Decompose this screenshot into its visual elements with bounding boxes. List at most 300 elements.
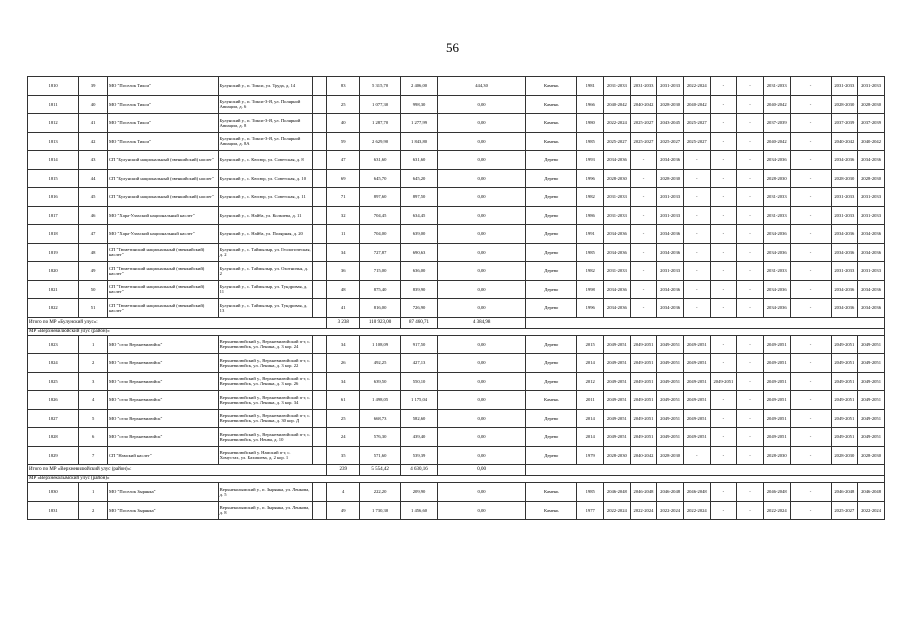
repair-period-cell: - bbox=[683, 299, 710, 318]
repair-period-cell: 2022-2024 bbox=[858, 501, 885, 520]
repair-period-cell: - bbox=[710, 280, 737, 299]
row-index: 45 bbox=[79, 188, 108, 207]
repair-period-cell: 2031-2033 bbox=[604, 188, 631, 207]
row-number: 1825 bbox=[28, 372, 79, 391]
build-year-cell: 1998 bbox=[577, 280, 604, 299]
repair-period-cell: 2034-2036 bbox=[763, 243, 790, 262]
total-area-cell: 704,00 bbox=[360, 225, 401, 244]
repair-period-cell: 2049-2051 bbox=[763, 372, 790, 391]
count-cell: 71 bbox=[327, 188, 360, 207]
wall-material-cell: Камень bbox=[526, 483, 577, 502]
table-row bbox=[28, 335, 885, 354]
repair-period-cell: 2028-2030 bbox=[604, 446, 631, 465]
total-area-cell: 668,73 bbox=[360, 409, 401, 428]
wall-material-cell: Дерево bbox=[526, 188, 577, 207]
repair-period-cell: - bbox=[790, 372, 831, 391]
repair-period-cell: 2049-2051 bbox=[831, 335, 858, 354]
total-area-cell: 2 629,90 bbox=[360, 132, 401, 151]
section-row bbox=[28, 328, 885, 335]
row-index: 43 bbox=[79, 151, 108, 170]
blank-cell bbox=[312, 132, 326, 151]
repair-period-cell: 2049-2051 bbox=[604, 372, 631, 391]
wall-material-cell: Камень bbox=[526, 95, 577, 114]
repair-period-cell: 2025-2027 bbox=[630, 114, 657, 133]
repair-period-cell: 2022-2024 bbox=[683, 501, 710, 520]
repair-period-cell: - bbox=[737, 151, 764, 170]
repair-period-cell: 2046-2048 bbox=[604, 483, 631, 502]
repair-period-cell: 2031-2033 bbox=[657, 206, 684, 225]
municipality-cell: МО "село Верхневилюйск" bbox=[107, 428, 218, 447]
repair-period-cell: - bbox=[790, 151, 831, 170]
repair-period-cell: 2034-2036 bbox=[831, 299, 858, 318]
repair-period-cell: 2022-2024 bbox=[683, 77, 710, 96]
count-cell: 34 bbox=[327, 335, 360, 354]
repair-period-cell: - bbox=[710, 501, 737, 520]
repair-period-cell: 2049-2051 bbox=[858, 354, 885, 373]
total-count: 3 238 bbox=[327, 317, 360, 328]
wall-material-cell: Камень bbox=[526, 501, 577, 520]
build-year-cell: 1981 bbox=[577, 77, 604, 96]
repair-period-cell: 2028-2030 bbox=[657, 95, 684, 114]
repair-period-cell: 2025-2027 bbox=[630, 132, 657, 151]
repair-period-cell: - bbox=[710, 391, 737, 410]
repair-period-cell: - bbox=[710, 132, 737, 151]
repair-period-cell: 2034-2036 bbox=[657, 151, 684, 170]
repair-period-cell: - bbox=[630, 225, 657, 244]
repair-period-cell: 2049-2051 bbox=[831, 409, 858, 428]
nonresidential-area-cell: 0,00 bbox=[437, 132, 525, 151]
wall-material-cell: Дерево bbox=[526, 428, 577, 447]
municipality-cell: МО "Хара-Улахский национальный наслег" bbox=[107, 225, 218, 244]
residential-area-cell: 1 456,60 bbox=[401, 501, 438, 520]
build-year-cell: 1991 bbox=[577, 225, 604, 244]
repair-period-cell: - bbox=[737, 169, 764, 188]
repair-period-cell: 2034-2036 bbox=[657, 225, 684, 244]
table-row bbox=[28, 354, 885, 373]
repair-period-cell: 2049-2051 bbox=[858, 409, 885, 428]
row-index: 47 bbox=[79, 225, 108, 244]
row-number: 1814 bbox=[28, 151, 79, 170]
nonresidential-area-sum: 4 384,98 bbox=[437, 317, 525, 328]
table-row bbox=[28, 501, 885, 520]
repair-period-cell: - bbox=[710, 409, 737, 428]
repair-period-cell: - bbox=[790, 95, 831, 114]
residential-area-cell: 897,50 bbox=[401, 188, 438, 207]
address-cell: Булунский у., с. Кюсюр, ул. Советская, д. 8 bbox=[218, 151, 312, 170]
table-row bbox=[28, 114, 885, 133]
repair-period-cell: - bbox=[710, 169, 737, 188]
table-row bbox=[28, 206, 885, 225]
count-cell: 41 bbox=[327, 299, 360, 318]
municipality-cell: МО "село Верхневилюйск" bbox=[107, 391, 218, 410]
repair-period-cell: 2040-2042 bbox=[763, 132, 790, 151]
repair-period-cell: - bbox=[790, 299, 831, 318]
row-index: 39 bbox=[79, 77, 108, 96]
build-year-cell: 2014 bbox=[577, 354, 604, 373]
row-number: 1828 bbox=[28, 428, 79, 447]
total-area-cell: 1 077,30 bbox=[360, 95, 401, 114]
total-area-cell: 639,50 bbox=[360, 372, 401, 391]
wall-material-cell: Камень bbox=[526, 391, 577, 410]
repair-period-cell: 2034-2036 bbox=[858, 299, 885, 318]
municipality-cell: МО "село Верхневилюйск" bbox=[107, 372, 218, 391]
build-year-cell: 1996 bbox=[577, 299, 604, 318]
blank-cell bbox=[312, 114, 326, 133]
repair-period-cell: - bbox=[710, 335, 737, 354]
repair-period-cell: 2049-2051 bbox=[683, 428, 710, 447]
count-cell: 40 bbox=[327, 114, 360, 133]
repair-period-cell: 2049-2051 bbox=[763, 335, 790, 354]
count-cell: 83 bbox=[327, 77, 360, 96]
row-index: 48 bbox=[79, 243, 108, 262]
municipality-cell: СП "Булунский национальный (эвенкийский) наслег" bbox=[107, 169, 218, 188]
repair-period-cell: 2022-2024 bbox=[604, 501, 631, 520]
count-cell: 49 bbox=[327, 501, 360, 520]
wall-material-cell: Дерево bbox=[526, 354, 577, 373]
build-year-cell: 1980 bbox=[577, 114, 604, 133]
blank-cell bbox=[312, 299, 326, 318]
repair-period-cell: 2049-2051 bbox=[657, 335, 684, 354]
residential-area-cell: 1 175,04 bbox=[401, 391, 438, 410]
housing-register-table bbox=[27, 76, 885, 520]
repair-period-cell: - bbox=[630, 151, 657, 170]
table-row bbox=[28, 483, 885, 502]
repair-period-cell: 2049-2051 bbox=[630, 428, 657, 447]
repair-period-cell: 2049-2051 bbox=[604, 354, 631, 373]
table-row bbox=[28, 132, 885, 151]
repair-period-cell: - bbox=[683, 280, 710, 299]
repair-period-cell: 2025-2027 bbox=[683, 132, 710, 151]
blank-cell bbox=[526, 317, 885, 328]
repair-period-cell: 2034-2036 bbox=[604, 280, 631, 299]
build-year-cell: 2011 bbox=[577, 391, 604, 410]
blank-cell bbox=[312, 483, 326, 502]
residential-area-cell: 582,60 bbox=[401, 409, 438, 428]
residential-area-sum: 87 460,71 bbox=[401, 317, 438, 328]
build-year-cell: 2012 bbox=[577, 372, 604, 391]
row-index: 2 bbox=[79, 354, 108, 373]
blank-cell bbox=[312, 77, 326, 96]
repair-period-cell: 2028-2030 bbox=[657, 446, 684, 465]
count-cell: 36 bbox=[327, 262, 360, 281]
wall-material-cell: Камень bbox=[526, 132, 577, 151]
repair-period-cell: 2049-2051 bbox=[831, 354, 858, 373]
blank-cell bbox=[312, 243, 326, 262]
repair-period-cell: 2031-2033 bbox=[858, 77, 885, 96]
total-area-cell: 631,60 bbox=[360, 151, 401, 170]
nonresidential-area-cell: 0,00 bbox=[437, 262, 525, 281]
repair-period-cell: - bbox=[790, 446, 831, 465]
build-year-cell: 1982 bbox=[577, 188, 604, 207]
repair-period-cell: 2031-2033 bbox=[604, 77, 631, 96]
repair-period-cell: 2049-2051 bbox=[630, 391, 657, 410]
address-cell: Верхневилюйский у. Намский п-г, с. Хомустах, ул. Бахишева, д. 2 кор. 1 bbox=[218, 446, 312, 465]
row-number: 1817 bbox=[28, 206, 79, 225]
table-row bbox=[28, 77, 885, 96]
repair-period-cell: - bbox=[737, 409, 764, 428]
address-cell: Верхневилюйский у., Верхневилюйский п-г, с. Верхневилюйск, ул. Ленина, д. 3 кор. 24 bbox=[218, 335, 312, 354]
repair-period-cell: 2037-2039 bbox=[858, 114, 885, 133]
repair-period-cell: - bbox=[737, 225, 764, 244]
build-year-cell: 1985 bbox=[577, 243, 604, 262]
table-row bbox=[28, 243, 885, 262]
residential-area-cell: 645,20 bbox=[401, 169, 438, 188]
repair-period-cell: 2022-2024 bbox=[604, 114, 631, 133]
table-row bbox=[28, 169, 885, 188]
municipality-cell: СП "Тюметинский национальный (эвенкийский) наслег" bbox=[107, 280, 218, 299]
repair-period-cell: - bbox=[683, 446, 710, 465]
row-number: 1822 bbox=[28, 299, 79, 318]
row-index: 1 bbox=[79, 483, 108, 502]
address-cell: Булунский у., с. Кюсюр, ул. Советская, д. 11 bbox=[218, 188, 312, 207]
total-area-cell: 5 315,70 bbox=[360, 77, 401, 96]
repair-period-cell: 2049-2051 bbox=[630, 335, 657, 354]
address-cell: Булунский у., с. Таймылыр, ул. Геологическая, д. 2 bbox=[218, 243, 312, 262]
row-number: 1824 bbox=[28, 354, 79, 373]
repair-period-cell: 2049-2051 bbox=[683, 372, 710, 391]
repair-period-cell: 2031-2033 bbox=[858, 262, 885, 281]
repair-period-cell: - bbox=[737, 280, 764, 299]
table-row bbox=[28, 428, 885, 447]
repair-period-cell: - bbox=[683, 243, 710, 262]
municipality-cell: СП "Намский наслег" bbox=[107, 446, 218, 465]
residential-area-cell: 726,90 bbox=[401, 299, 438, 318]
build-year-cell: 2014 bbox=[577, 409, 604, 428]
repair-period-cell: - bbox=[790, 483, 831, 502]
municipality-cell: СП "Тюметинский национальный (эвенкийский) наслег" bbox=[107, 262, 218, 281]
repair-period-cell: 2046-2048 bbox=[657, 483, 684, 502]
repair-period-cell: 2025-2027 bbox=[683, 114, 710, 133]
build-year-cell: 2015 bbox=[577, 335, 604, 354]
repair-period-cell: - bbox=[790, 501, 831, 520]
row-index: 49 bbox=[79, 262, 108, 281]
repair-period-cell: 2022-2024 bbox=[630, 501, 657, 520]
count-cell: 61 bbox=[327, 391, 360, 410]
municipality-cell: МО "село Верхневилюйск" bbox=[107, 409, 218, 428]
table-row bbox=[28, 409, 885, 428]
nonresidential-area-cell: 444,30 bbox=[437, 77, 525, 96]
residential-area-sum: 4 630,16 bbox=[401, 465, 438, 476]
repair-period-cell: 2040-2042 bbox=[604, 95, 631, 114]
repair-period-cell: 2034-2036 bbox=[858, 280, 885, 299]
build-year-cell: 2014 bbox=[577, 428, 604, 447]
total-area-cell: 875,40 bbox=[360, 280, 401, 299]
repair-period-cell: - bbox=[710, 483, 737, 502]
nonresidential-area-cell: 0,00 bbox=[437, 483, 525, 502]
repair-period-cell: 2046-2048 bbox=[763, 483, 790, 502]
repair-period-cell: 2031-2033 bbox=[858, 206, 885, 225]
repair-period-cell: 2034-2036 bbox=[858, 243, 885, 262]
repair-period-cell: - bbox=[737, 501, 764, 520]
wall-material-cell: Дерево bbox=[526, 169, 577, 188]
build-year-cell: 1982 bbox=[577, 262, 604, 281]
table-row bbox=[28, 299, 885, 318]
nonresidential-area-cell: 0,00 bbox=[437, 169, 525, 188]
repair-period-cell: - bbox=[790, 262, 831, 281]
repair-period-cell: - bbox=[790, 114, 831, 133]
repair-period-cell: - bbox=[737, 372, 764, 391]
repair-period-cell: 2022-2024 bbox=[763, 501, 790, 520]
count-cell: 34 bbox=[327, 372, 360, 391]
repair-period-cell: 2049-2051 bbox=[763, 391, 790, 410]
repair-period-cell: - bbox=[737, 114, 764, 133]
repair-period-cell: 2037-2039 bbox=[763, 114, 790, 133]
wall-material-cell: Дерево bbox=[526, 225, 577, 244]
build-year-cell: 1985 bbox=[577, 483, 604, 502]
repair-period-cell: - bbox=[737, 335, 764, 354]
repair-period-cell: - bbox=[737, 132, 764, 151]
repair-period-cell: - bbox=[790, 132, 831, 151]
residential-area-cell: 427,13 bbox=[401, 354, 438, 373]
address-cell: Верхневилюйский у., Верхневилюйский п-г, с. Верхневилюйск, ул. Ленина, д. 3 кор. 34 bbox=[218, 391, 312, 410]
blank-cell bbox=[312, 206, 326, 225]
repair-period-cell: - bbox=[710, 428, 737, 447]
residential-area-cell: 690,63 bbox=[401, 243, 438, 262]
repair-period-cell: - bbox=[737, 354, 764, 373]
nonresidential-area-cell: 0,00 bbox=[437, 409, 525, 428]
repair-period-cell: - bbox=[790, 354, 831, 373]
repair-period-cell: 2049-2051 bbox=[763, 354, 790, 373]
wall-material-cell: Дерево bbox=[526, 335, 577, 354]
municipality-cell: МО "Поселок Зырянка" bbox=[107, 483, 218, 502]
address-cell: Булунский у., п. Тикси-3-Я, ул. Полярной Авиации, д. 8 bbox=[218, 114, 312, 133]
blank-cell bbox=[526, 465, 885, 476]
repair-period-cell: 2034-2036 bbox=[831, 225, 858, 244]
total-label: Итого по МР «Верхневилюйский улус (район)»: bbox=[28, 465, 327, 476]
municipality-cell: МО "село Верхневилюйск" bbox=[107, 354, 218, 373]
repair-period-cell: 2022-2024 bbox=[657, 501, 684, 520]
municipality-cell: МО "Поселок Зырянка" bbox=[107, 501, 218, 520]
nonresidential-area-cell: 0,00 bbox=[437, 280, 525, 299]
repair-period-cell: 2028-2030 bbox=[858, 446, 885, 465]
wall-material-cell: Дерево bbox=[526, 299, 577, 318]
table-row bbox=[28, 446, 885, 465]
residential-area-cell: 2 406,00 bbox=[401, 77, 438, 96]
row-number: 1820 bbox=[28, 262, 79, 281]
repair-period-cell: 2028-2030 bbox=[763, 446, 790, 465]
repair-period-cell: 2031-2033 bbox=[763, 77, 790, 96]
total-area-cell: 576,30 bbox=[360, 428, 401, 447]
address-cell: Верхневилюйский у., Верхневилюйский п-г, с. Верхневилюйск, ул. Ленина, д. 30 кор. Д bbox=[218, 409, 312, 428]
repair-period-cell: - bbox=[630, 206, 657, 225]
row-index: 41 bbox=[79, 114, 108, 133]
municipality-cell: СП "Тюметинский национальный (эвенкийский) наслег" bbox=[107, 243, 218, 262]
repair-period-cell: 2034-2036 bbox=[604, 299, 631, 318]
municipality-cell: СП "Тюметинский национальный (эвенкийский) наслег" bbox=[107, 299, 218, 318]
address-cell: Верхневилюйский у., Верхневилюйский п-г, с. Верхневилюйск, ул. Ненва, д. 10 bbox=[218, 428, 312, 447]
count-cell: 24 bbox=[327, 428, 360, 447]
blank-cell bbox=[312, 262, 326, 281]
residential-area-cell: 839,90 bbox=[401, 280, 438, 299]
address-cell: Булунский у., с. Таймылыр, ул. Тундровая, д. 13 bbox=[218, 299, 312, 318]
table-row bbox=[28, 151, 885, 170]
repair-period-cell: 2046-2048 bbox=[858, 483, 885, 502]
residential-area-cell: 550,10 bbox=[401, 372, 438, 391]
blank-cell bbox=[312, 95, 326, 114]
repair-period-cell: 2049-2051 bbox=[831, 372, 858, 391]
total-area-cell: 1 730,30 bbox=[360, 501, 401, 520]
table-row bbox=[28, 280, 885, 299]
repair-period-cell: - bbox=[710, 243, 737, 262]
row-number: 1827 bbox=[28, 409, 79, 428]
repair-period-cell: 2025-2027 bbox=[604, 132, 631, 151]
repair-period-cell: - bbox=[683, 151, 710, 170]
section-label: МР «Верхневилюйский улус (район)» bbox=[28, 328, 885, 335]
repair-period-cell: - bbox=[630, 188, 657, 207]
repair-period-cell: - bbox=[710, 114, 737, 133]
residential-area-cell: 1 843,80 bbox=[401, 132, 438, 151]
repair-period-cell: - bbox=[790, 428, 831, 447]
repair-period-cell: 2040-2042 bbox=[831, 132, 858, 151]
repair-period-cell: - bbox=[790, 243, 831, 262]
repair-period-cell: - bbox=[710, 151, 737, 170]
repair-period-cell: 2049-2051 bbox=[858, 428, 885, 447]
table-row bbox=[28, 391, 885, 410]
repair-period-cell: - bbox=[710, 188, 737, 207]
table-row bbox=[28, 262, 885, 281]
repair-period-cell: - bbox=[737, 391, 764, 410]
repair-period-cell: - bbox=[683, 262, 710, 281]
total-count: 239 bbox=[327, 465, 360, 476]
repair-period-cell: 2031-2033 bbox=[831, 77, 858, 96]
nonresidential-area-cell: 0,00 bbox=[437, 428, 525, 447]
repair-period-cell: 2049-2051 bbox=[657, 409, 684, 428]
row-number: 1812 bbox=[28, 114, 79, 133]
municipality-cell: СП "Булунский национальный (эвенкийский) наслег" bbox=[107, 188, 218, 207]
nonresidential-area-cell: 0,00 bbox=[437, 299, 525, 318]
repair-period-cell: 2031-2033 bbox=[831, 188, 858, 207]
row-number: 1813 bbox=[28, 132, 79, 151]
blank-cell bbox=[312, 409, 326, 428]
repair-period-cell: 2034-2036 bbox=[763, 299, 790, 318]
nonresidential-area-cell: 0,00 bbox=[437, 501, 525, 520]
repair-period-cell: 2049-2051 bbox=[763, 428, 790, 447]
repair-period-cell: 2049-2051 bbox=[604, 335, 631, 354]
repair-period-cell: - bbox=[737, 262, 764, 281]
table-row bbox=[28, 188, 885, 207]
address-cell: Булунский у., с. Кюсюр, ул. Советская, д. 10 bbox=[218, 169, 312, 188]
repair-period-cell: 2049-2051 bbox=[630, 354, 657, 373]
row-number: 1831 bbox=[28, 501, 79, 520]
repair-period-cell: - bbox=[790, 188, 831, 207]
repair-period-cell: 2040-2042 bbox=[630, 446, 657, 465]
nonresidential-area-cell: 0,00 bbox=[437, 225, 525, 244]
residential-area-cell: 1 277,99 bbox=[401, 114, 438, 133]
build-year-cell: 1986 bbox=[577, 206, 604, 225]
repair-period-cell: 2034-2036 bbox=[858, 151, 885, 170]
repair-period-cell: 2031-2033 bbox=[831, 206, 858, 225]
total-area-cell: 715,00 bbox=[360, 262, 401, 281]
blank-cell bbox=[312, 188, 326, 207]
residential-area-cell: 636,00 bbox=[401, 262, 438, 281]
blank-cell bbox=[312, 446, 326, 465]
repair-period-cell: 2034-2036 bbox=[763, 280, 790, 299]
nonresidential-area-cell: 0,00 bbox=[437, 391, 525, 410]
wall-material-cell: Дерево bbox=[526, 243, 577, 262]
section-label: МР «Верхнеколымский улус (район)» bbox=[28, 476, 885, 483]
nonresidential-area-cell: 0,00 bbox=[437, 95, 525, 114]
wall-material-cell: Дерево bbox=[526, 280, 577, 299]
row-number: 1818 bbox=[28, 225, 79, 244]
count-cell: 11 bbox=[327, 225, 360, 244]
build-year-cell: 1977 bbox=[577, 501, 604, 520]
total-area-cell: 1 498,05 bbox=[360, 391, 401, 410]
table-row bbox=[28, 372, 885, 391]
row-number: 1816 bbox=[28, 188, 79, 207]
repair-period-cell: 2049-2051 bbox=[683, 391, 710, 410]
repair-period-cell: 2034-2036 bbox=[657, 299, 684, 318]
repair-period-cell: 2031-2033 bbox=[763, 206, 790, 225]
